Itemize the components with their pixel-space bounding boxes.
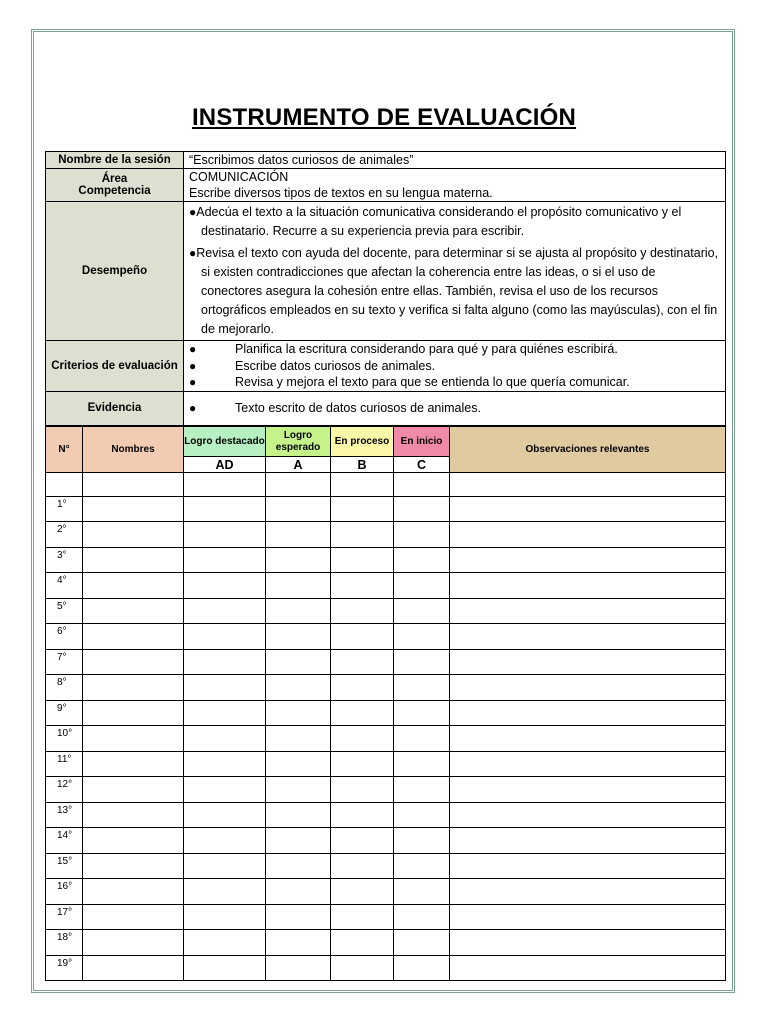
- nombre-cell[interactable]: [83, 751, 184, 777]
- row-number: 8°: [46, 675, 83, 701]
- nombre-cell[interactable]: [83, 853, 184, 879]
- row-number: 19°: [46, 955, 83, 981]
- c-cell[interactable]: [394, 904, 450, 930]
- table-row: [46, 573, 726, 599]
- b-cell[interactable]: [331, 751, 394, 777]
- c-cell[interactable]: [394, 573, 450, 599]
- nombre-cell[interactable]: [83, 649, 184, 675]
- c-cell[interactable]: [394, 700, 450, 726]
- ad-cell[interactable]: [184, 675, 266, 701]
- col-header-en-inicio: En inicio: [394, 427, 450, 457]
- nombre-cell[interactable]: [83, 879, 184, 905]
- ad-cell[interactable]: [184, 955, 266, 981]
- c-cell[interactable]: [394, 496, 450, 522]
- row-number: 16°: [46, 879, 83, 905]
- ad-cell[interactable]: [184, 904, 266, 930]
- a-cell[interactable]: [266, 751, 331, 777]
- table-row: [46, 955, 726, 981]
- observaciones-cell[interactable]: [450, 930, 726, 956]
- nombre-cell[interactable]: [83, 573, 184, 599]
- b-cell[interactable]: [331, 700, 394, 726]
- area-value: COMUNICACIÓN: [189, 170, 289, 184]
- table-row: [46, 879, 726, 905]
- ad-cell[interactable]: [184, 853, 266, 879]
- b-cell[interactable]: [331, 828, 394, 854]
- desempeno-label: Desempeño: [46, 202, 184, 341]
- criterio-item: ● Planifica la escritura considerando para qué y para quiénes escribirá.: [189, 342, 618, 356]
- observaciones-cell[interactable]: [450, 802, 726, 828]
- table-row: [46, 649, 726, 675]
- competencia-label: Competencia: [78, 185, 151, 197]
- row-number: 1°: [46, 496, 83, 522]
- ad-cell[interactable]: [184, 751, 266, 777]
- a-cell[interactable]: [266, 904, 331, 930]
- evidencia-label: Evidencia: [46, 391, 184, 425]
- ad-cell[interactable]: [184, 598, 266, 624]
- table-row: [46, 700, 726, 726]
- code-b: B: [331, 457, 394, 473]
- grid-body: [46, 496, 726, 981]
- c-cell[interactable]: [394, 777, 450, 803]
- criterio-item: ● Escribe datos curiosos de animales.: [189, 358, 436, 373]
- a-cell[interactable]: [266, 496, 331, 522]
- row-number: 3°: [46, 547, 83, 573]
- session-label: Nombre de la sesión: [46, 152, 184, 169]
- a-cell[interactable]: [266, 624, 331, 650]
- table-row: [46, 853, 726, 879]
- b-cell[interactable]: [331, 496, 394, 522]
- row-number: 9°: [46, 700, 83, 726]
- bullet-icon: ●: [189, 205, 197, 219]
- table-row: [46, 496, 726, 522]
- table-row: [46, 547, 726, 573]
- c-cell[interactable]: [394, 828, 450, 854]
- a-cell[interactable]: [266, 955, 331, 981]
- table-row: [46, 828, 726, 854]
- table-row: [46, 930, 726, 956]
- b-cell[interactable]: [331, 777, 394, 803]
- area-competencia-label: [46, 169, 184, 202]
- b-cell[interactable]: [331, 955, 394, 981]
- bullet-icon: ●: [189, 400, 197, 415]
- bullet-icon: ●: [189, 375, 197, 389]
- col-header-observaciones: Observaciones relevantes: [450, 427, 726, 473]
- bullet-icon: ●: [189, 358, 197, 373]
- observaciones-cell[interactable]: [450, 751, 726, 777]
- observaciones-cell[interactable]: [450, 496, 726, 522]
- b-cell[interactable]: [331, 726, 394, 752]
- nombre-cell[interactable]: [83, 624, 184, 650]
- b-cell[interactable]: [331, 522, 394, 548]
- ad-cell[interactable]: [184, 879, 266, 905]
- b-cell[interactable]: [331, 879, 394, 905]
- b-cell[interactable]: [331, 547, 394, 573]
- desempeno-list: [184, 202, 726, 341]
- a-cell[interactable]: [266, 777, 331, 803]
- area-label: Área: [101, 173, 128, 185]
- ad-cell[interactable]: [184, 828, 266, 854]
- nombre-cell[interactable]: [83, 726, 184, 752]
- c-cell[interactable]: [394, 522, 450, 548]
- table-row: [46, 751, 726, 777]
- ad-cell[interactable]: [184, 726, 266, 752]
- row-number: 11°: [46, 751, 83, 777]
- session-info-table: [45, 151, 726, 426]
- observaciones-cell[interactable]: [450, 573, 726, 599]
- row-number: 10°: [46, 726, 83, 752]
- a-cell[interactable]: [266, 522, 331, 548]
- row-number: 12°: [46, 777, 83, 803]
- ad-cell[interactable]: [184, 930, 266, 956]
- ad-cell[interactable]: [184, 573, 266, 599]
- ad-cell[interactable]: [184, 522, 266, 548]
- col-header-number: N°: [46, 427, 83, 473]
- a-cell[interactable]: [266, 726, 331, 752]
- a-cell[interactable]: [266, 649, 331, 675]
- nombre-cell[interactable]: [83, 904, 184, 930]
- table-row: [46, 726, 726, 752]
- observaciones-cell[interactable]: [450, 649, 726, 675]
- a-cell[interactable]: [266, 828, 331, 854]
- a-cell[interactable]: [266, 879, 331, 905]
- a-cell[interactable]: [266, 547, 331, 573]
- c-cell[interactable]: [394, 930, 450, 956]
- code-ad: AD: [184, 457, 266, 473]
- evidencia-value: Texto escrito de datos curiosos de animales.: [235, 400, 481, 415]
- c-cell[interactable]: [394, 802, 450, 828]
- row-number: 4°: [46, 573, 83, 599]
- code-c: C: [394, 457, 450, 473]
- row-number: 5°: [46, 598, 83, 624]
- nombre-cell[interactable]: [83, 700, 184, 726]
- a-cell[interactable]: [266, 700, 331, 726]
- b-cell[interactable]: [331, 573, 394, 599]
- observaciones-cell[interactable]: [450, 700, 726, 726]
- c-cell[interactable]: [394, 955, 450, 981]
- b-cell[interactable]: [331, 802, 394, 828]
- row-number: 13°: [46, 802, 83, 828]
- code-a: A: [266, 457, 331, 473]
- c-cell[interactable]: [394, 598, 450, 624]
- c-cell[interactable]: [394, 649, 450, 675]
- observaciones-cell[interactable]: [450, 955, 726, 981]
- b-cell[interactable]: [331, 649, 394, 675]
- c-cell[interactable]: [394, 624, 450, 650]
- c-cell[interactable]: [394, 853, 450, 879]
- page-title: INSTRUMENTO DE EVALUACIÓN: [191, 104, 577, 131]
- c-cell[interactable]: [394, 675, 450, 701]
- nombre-cell[interactable]: [83, 930, 184, 956]
- nombre-cell[interactable]: [83, 802, 184, 828]
- c-cell[interactable]: [394, 547, 450, 573]
- col-header-logro-destacado: Logro destacado: [184, 427, 266, 457]
- observaciones-cell[interactable]: [450, 726, 726, 752]
- observaciones-cell[interactable]: [450, 828, 726, 854]
- ad-cell[interactable]: [184, 649, 266, 675]
- session-value: “Escribimos datos curiosos de animales”: [184, 152, 726, 169]
- b-cell[interactable]: [331, 598, 394, 624]
- ad-cell[interactable]: [184, 624, 266, 650]
- criterio-item: ● Revisa y mejora el texto para que se entienda lo que quería comunicar.: [189, 375, 630, 389]
- table-row: [46, 598, 726, 624]
- ad-cell[interactable]: [184, 777, 266, 803]
- a-cell[interactable]: [266, 802, 331, 828]
- table-row: [46, 802, 726, 828]
- evaluation-grid: [45, 426, 726, 981]
- criterios-list: [184, 341, 726, 392]
- area-competencia-value: [184, 169, 726, 202]
- col-header-en-proceso: En proceso: [331, 427, 394, 457]
- row-number: 18°: [46, 930, 83, 956]
- observaciones-cell[interactable]: [450, 675, 726, 701]
- c-cell[interactable]: [394, 726, 450, 752]
- a-cell[interactable]: [266, 573, 331, 599]
- bullet-icon: ●: [189, 246, 197, 260]
- nombre-cell[interactable]: [83, 522, 184, 548]
- c-cell[interactable]: [394, 879, 450, 905]
- observaciones-cell[interactable]: [450, 904, 726, 930]
- row-number: 2°: [46, 522, 83, 548]
- b-cell[interactable]: [331, 853, 394, 879]
- table-row: [46, 522, 726, 548]
- competencia-value: Escribe diversos tipos de textos en su lengua materna.: [189, 186, 493, 200]
- col-header-nombres: Nombres: [83, 427, 184, 473]
- b-cell[interactable]: [331, 675, 394, 701]
- table-row: [46, 624, 726, 650]
- evidencia-item: [189, 400, 720, 417]
- nombre-cell[interactable]: [83, 598, 184, 624]
- ad-cell[interactable]: [184, 802, 266, 828]
- observaciones-cell[interactable]: [450, 547, 726, 573]
- ad-cell[interactable]: [184, 496, 266, 522]
- row-number: 7°: [46, 649, 83, 675]
- a-cell[interactable]: [266, 675, 331, 701]
- observaciones-cell[interactable]: [450, 879, 726, 905]
- ad-cell[interactable]: [184, 700, 266, 726]
- observaciones-cell[interactable]: [450, 624, 726, 650]
- criterios-label: Criterios de evaluación: [46, 341, 184, 392]
- col-header-logro-esperado: Logro esperado: [266, 427, 331, 457]
- nombre-cell[interactable]: [83, 496, 184, 522]
- evidencia-value-cell: [184, 391, 726, 425]
- bullet-icon: ●: [189, 342, 197, 356]
- table-row: [46, 904, 726, 930]
- nombre-cell[interactable]: [83, 955, 184, 981]
- a-cell[interactable]: [266, 930, 331, 956]
- table-row: [46, 675, 726, 701]
- table-row: [46, 777, 726, 803]
- nombre-cell[interactable]: [83, 675, 184, 701]
- a-cell[interactable]: [266, 598, 331, 624]
- observaciones-cell[interactable]: [450, 777, 726, 803]
- nombre-cell[interactable]: [83, 828, 184, 854]
- row-number: 15°: [46, 853, 83, 879]
- row-number: 14°: [46, 828, 83, 854]
- ad-cell[interactable]: [184, 547, 266, 573]
- c-cell[interactable]: [394, 751, 450, 777]
- b-cell[interactable]: [331, 624, 394, 650]
- a-cell[interactable]: [266, 853, 331, 879]
- row-number: 6°: [46, 624, 83, 650]
- desempeno-item: ●Revisa el texto con ayuda del docente, para determinar si se ajusta al propósito y destinatario, si existen contradicciones que afectan la coherencia entre las ideas, o si el uso de conectores asegura la cohesión entre ellas. También, revisa el uso de los recursos ortográficos empleados en su texto y verifica si falta alguno (como las mayúsculas), con el fin de mejorarlo.: [189, 246, 719, 336]
- row-number: 17°: [46, 904, 83, 930]
- b-cell[interactable]: [331, 930, 394, 956]
- observaciones-cell[interactable]: [450, 853, 726, 879]
- nombre-cell[interactable]: [83, 777, 184, 803]
- b-cell[interactable]: [331, 904, 394, 930]
- nombre-cell[interactable]: [83, 547, 184, 573]
- desempeno-item: ●Adecúa el texto a la situación comunicativa considerando el propósito comunicativo y el destinatario. Recurre a su experiencia previa para escribir.: [189, 205, 682, 238]
- observaciones-cell[interactable]: [450, 522, 726, 548]
- observaciones-cell[interactable]: [450, 598, 726, 624]
